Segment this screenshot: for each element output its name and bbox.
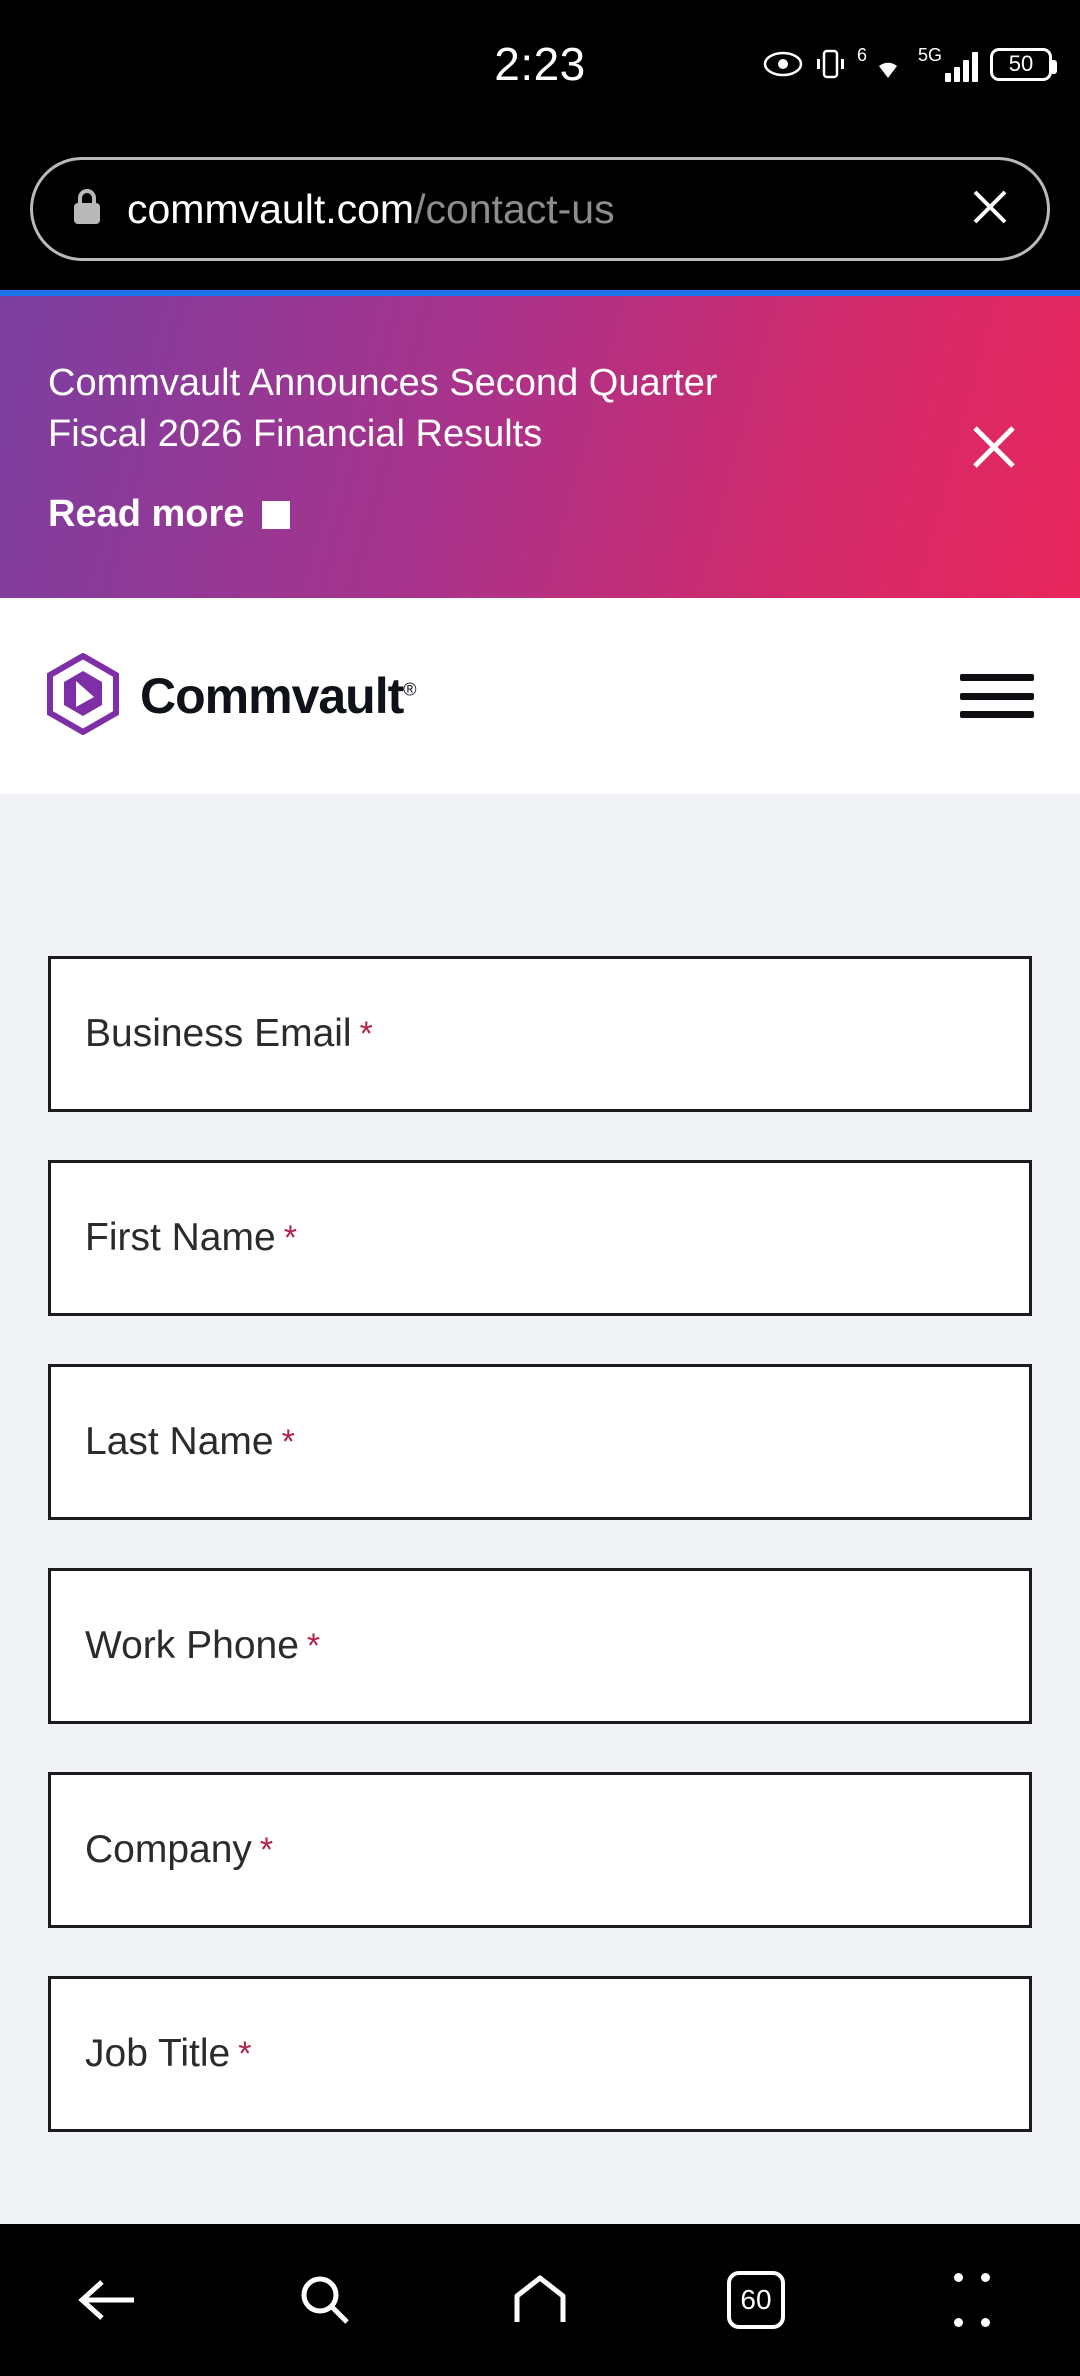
url-text[interactable] xyxy=(127,186,953,233)
field-label: Job Title xyxy=(85,2032,231,2075)
signal-icon: 5G xyxy=(918,46,978,82)
read-more-link[interactable] xyxy=(48,493,948,536)
url-bar[interactable] xyxy=(30,157,1050,261)
read-more-label: Read more xyxy=(48,493,245,536)
vibrate-icon xyxy=(815,47,845,81)
required-marker: * xyxy=(283,1218,297,1257)
banner-close-button[interactable] xyxy=(948,401,1040,493)
field-label: Work Phone xyxy=(85,1624,299,1667)
field-label: Business Email xyxy=(85,1012,352,1055)
wifi-icon: 6 xyxy=(857,46,906,82)
field-label: Last Name xyxy=(85,1420,274,1463)
announcement-banner xyxy=(0,296,1080,598)
status-time: 2:23 xyxy=(494,38,586,90)
status-icons xyxy=(763,46,1052,82)
url-domain: commvault.com xyxy=(127,185,415,232)
battery-icon: 50 xyxy=(990,48,1052,81)
required-marker: * xyxy=(238,2034,252,2073)
hamburger-menu-icon[interactable] xyxy=(960,668,1034,724)
brand-logo[interactable] xyxy=(46,653,416,740)
announcement-content xyxy=(48,358,948,536)
required-marker: * xyxy=(281,1422,295,1461)
work-phone-field[interactable] xyxy=(48,1568,1032,1724)
announcement-title: Commvault Announces Second Quarter Fiscal 2026 Financial Results xyxy=(48,361,718,455)
required-marker: * xyxy=(359,1014,373,1053)
last-name-field[interactable] xyxy=(48,1364,1032,1520)
back-arrow-icon[interactable] xyxy=(48,2250,168,2350)
search-icon[interactable] xyxy=(264,2250,384,2350)
contact-form xyxy=(0,794,1080,2376)
browser-toolbar xyxy=(0,128,1080,290)
job-title-field[interactable] xyxy=(48,1976,1032,2132)
tab-switcher-button[interactable] xyxy=(696,2250,816,2350)
url-path: /contact-us xyxy=(414,185,615,232)
commvault-hex-icon xyxy=(46,653,120,740)
company-field[interactable] xyxy=(48,1772,1032,1928)
field-label: Company xyxy=(85,1828,252,1871)
eye-icon xyxy=(763,51,803,77)
site-header xyxy=(0,598,1080,794)
field-label: First Name xyxy=(85,1216,276,1259)
required-marker: * xyxy=(259,1830,274,1869)
close-icon[interactable] xyxy=(963,180,1017,239)
business-email-field[interactable] xyxy=(48,956,1032,1112)
external-link-icon xyxy=(262,501,290,529)
first-name-field[interactable] xyxy=(48,1160,1032,1316)
page-viewport xyxy=(0,290,1080,2376)
required-marker: * xyxy=(306,1626,321,1665)
trademark-symbol: ® xyxy=(403,679,416,700)
status-bar xyxy=(0,0,1080,128)
system-navigation-bar xyxy=(0,2224,1080,2376)
home-icon[interactable] xyxy=(480,2250,600,2350)
more-options-icon[interactable] xyxy=(912,2250,1032,2350)
brand-name: Commvault® xyxy=(140,668,416,724)
lock-icon xyxy=(69,186,105,233)
tab-count: 60 xyxy=(727,2271,785,2329)
form-spacer xyxy=(48,794,1032,956)
